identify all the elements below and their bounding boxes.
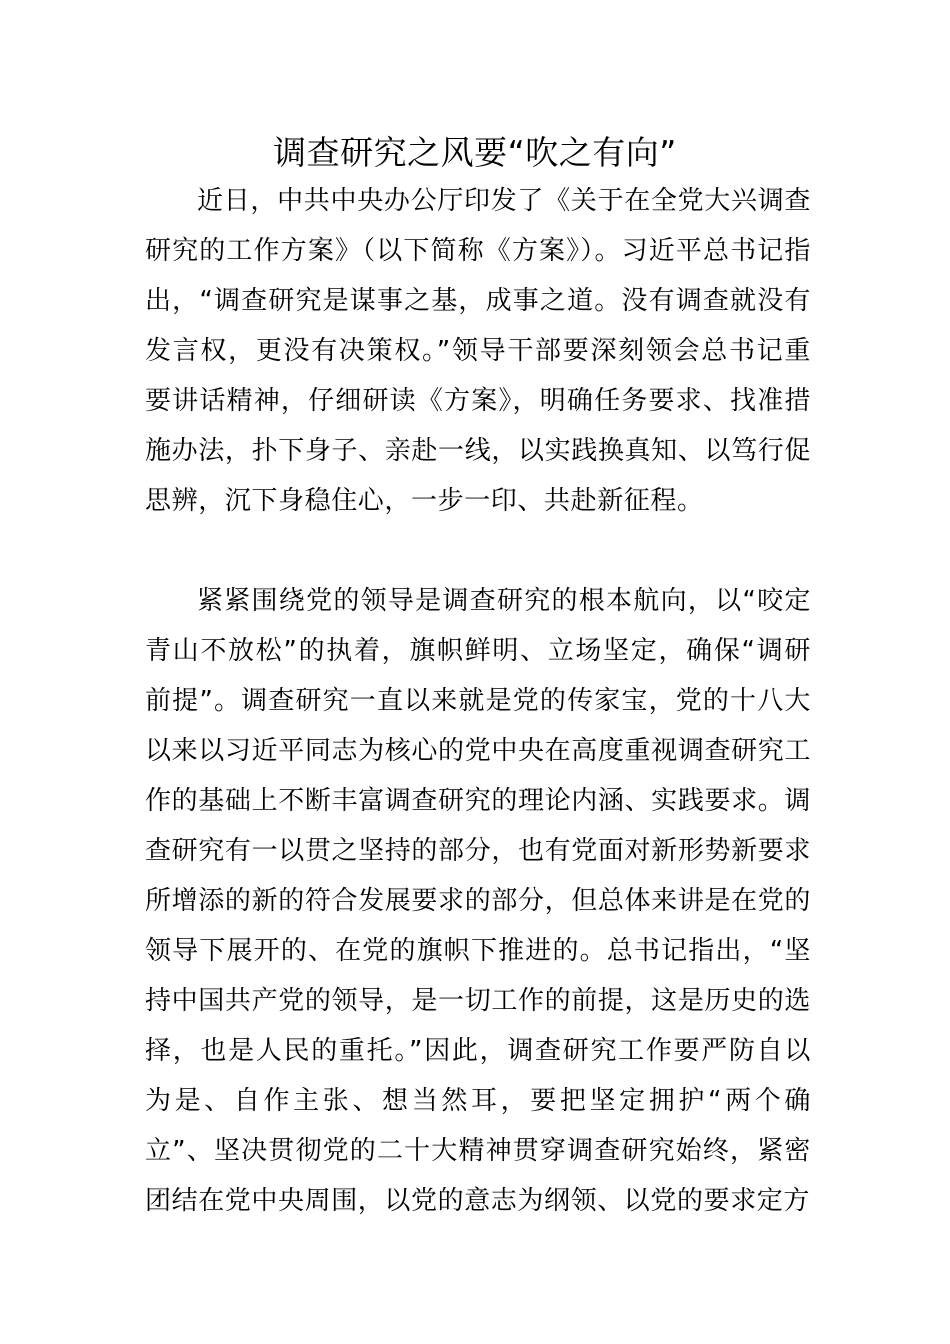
document-title: 调查研究之风要“吹之有向” (273, 133, 677, 172)
paragraph-2: 紧紧围绕党的领导是调查研究的根本航向，以“咬定青山不放松”的执着，旗帜鲜明、立场坚定，确保“调研前提”。调查研究一直以来就是党的传家宝，党的十八大以来以习近平同志为核心的党中央在高度重视调查研究工作的基础上不断丰富调查研究的理论内涵、实践要求。调查研究有一以贯之坚持的部分，也有党面对新形势新要求所增添的新的符合发展要求的部分，但总体来讲是在党的领导下展开的、在党的旗帜下推进的。总书记指出，“坚持中国共产党的领导，是一切工作的前提，这是历史的选择，也是人民的重托。”因此，调查研究工作要严防自以为是、自作主张、想当然耳，要把坚定拥护“两个确立”、坚决贯彻党的二十大精神贯穿调查研究始终，紧密团结在党中央周围，以党的意志为纲领、以党的要求定方 (145, 586, 811, 1216)
paragraph-1: 近日，中共中央办公厅印发了《关于在全党大兴调查研究的工作方案》（以下简称《方案》）。习近平总书记指出，“调查研究是谋事之基，成事之道。没有调查就没有发言权，更没有决策权。”领导干部要深刻领会总书记重要讲话精神，仔细研读《方案》，明确任务要求、找准措施办法，扑下身子、亲赴一线，以实践换真知、以笃行促思辨，沉下身稳住心，一步一印、共赴新征程。 (145, 186, 811, 516)
